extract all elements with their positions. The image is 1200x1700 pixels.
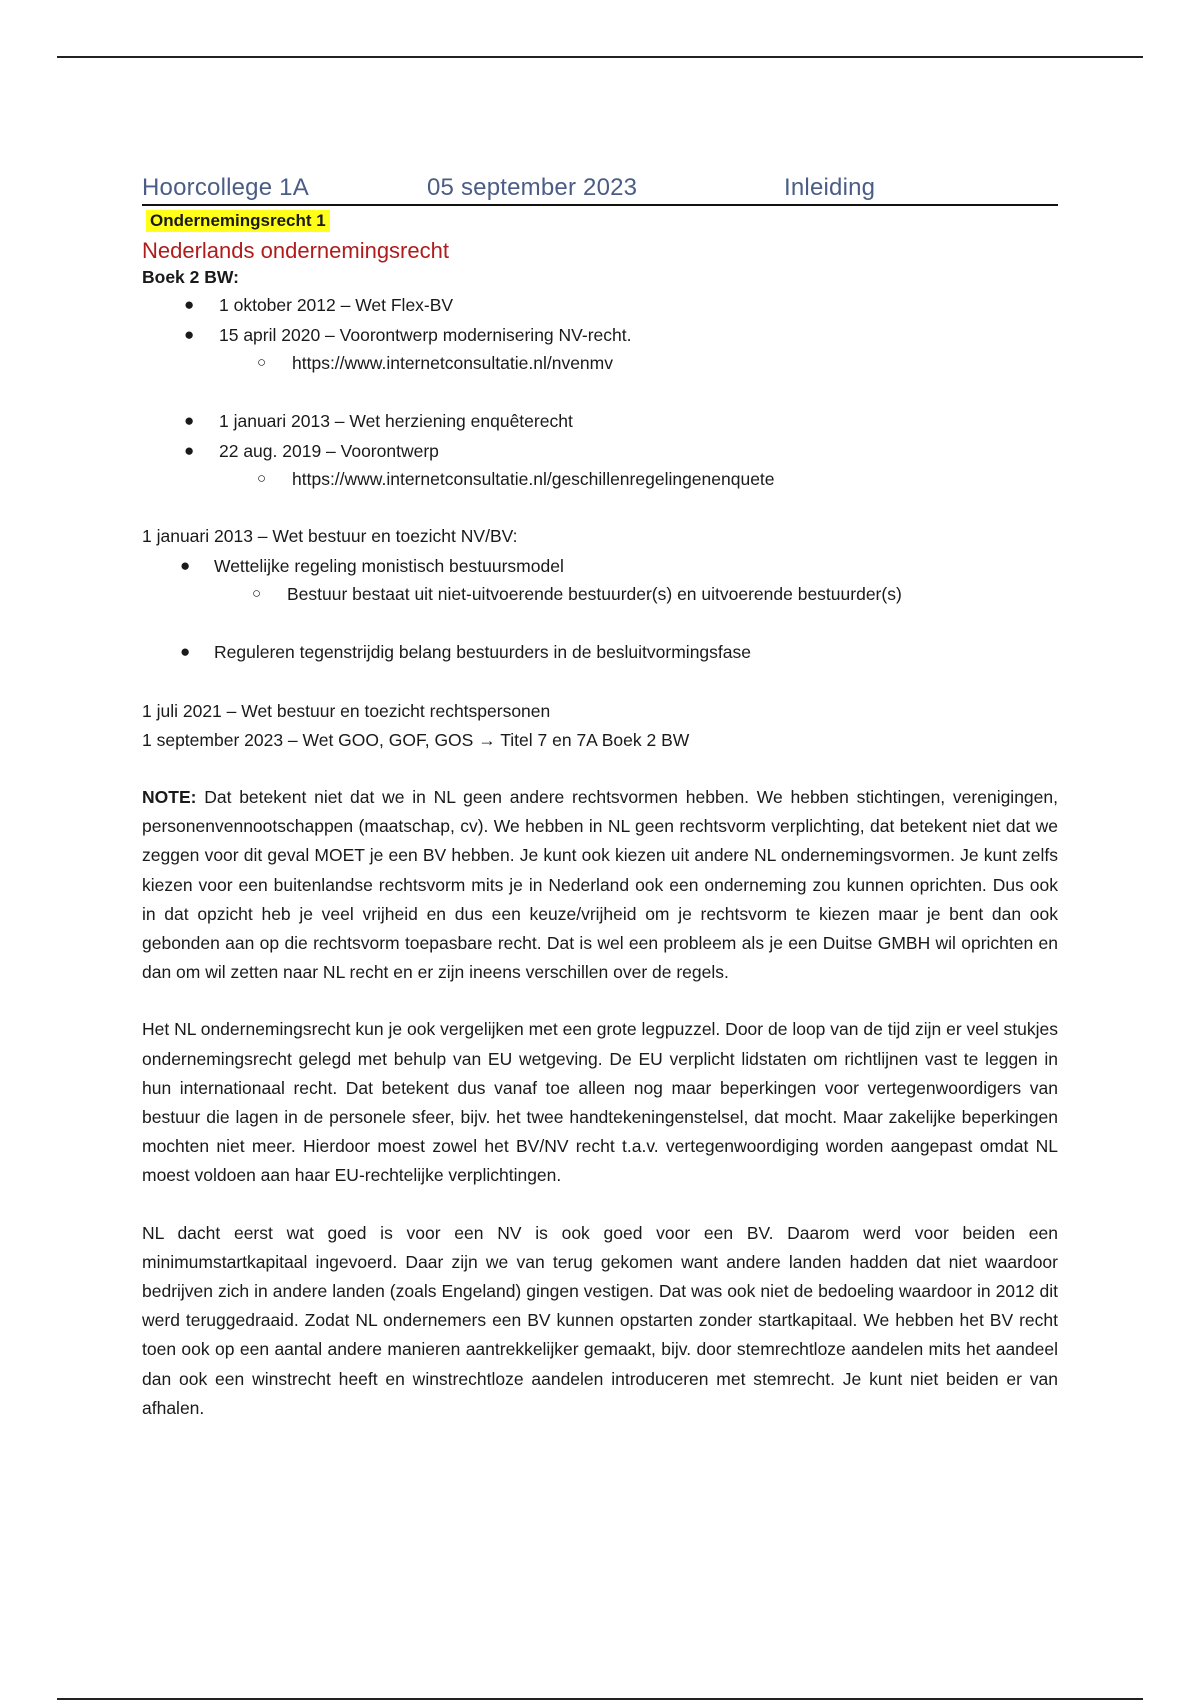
bullet-icon: ● bbox=[184, 441, 195, 460]
bullet-icon: ● bbox=[180, 556, 191, 575]
document-page bbox=[142, 168, 1058, 1423]
list-item: ● 15 april 2020 – Voorontwerp modernisering NV-recht. bbox=[142, 320, 1058, 350]
line-2021: 1 juli 2021 – Wet bestuur en toezicht rechtspersonen bbox=[142, 701, 551, 721]
list-monistisch bbox=[142, 551, 1058, 581]
list-tegenstrijdig bbox=[142, 637, 1058, 667]
header-date: 05 september 2023 bbox=[427, 174, 638, 201]
note-text: Dat betekent niet dat we in NL geen andere rechtsvormen hebben. We hebben stichtingen, verenigingen, personenvennootschappen (maatschap, cv). We hebben in NL geen rechtsvorm verplichting, dat betekent niet dat we zeggen voor dit geval MOET je een BV hebben. Je kunt ook kiezen uit andere NL ondernemingsvormen. Je kunt zelfs kiezen voor een buitenlandse rechtsvorm mits je in Nederland ook een onderneming zou kunnen oprichten. Dus ook in dat opzicht heb je veel vrijheid en dus een keuze/vrijheid om je rechtsvorm te kiezen maar je bent dan ook gebonden aan op die rechtsvorm toepasbare recht. Dat is wel een probleem als je een Duitse GMBH wil oprichten en dan om wil zetten naar NL recht en er zijn ineens verschillen over de regels. bbox=[142, 787, 1058, 983]
section-title: Nederlands ondernemingsrecht bbox=[142, 238, 449, 263]
circle-bullet-icon: ○ bbox=[257, 354, 267, 371]
note-label: NOTE: bbox=[142, 787, 197, 807]
bullet-icon: ● bbox=[184, 295, 195, 314]
course-tag-highlight: Ondernemingsrecht 1 bbox=[146, 210, 330, 232]
top-rule bbox=[57, 56, 1143, 58]
sub-list-item: ○ Bestuur bestaat uit niet-uitvoerende bestuurder(s) en uitvoerende bestuurder(s) bbox=[142, 581, 1058, 607]
bullet-icon: ● bbox=[184, 411, 195, 430]
sub-list-item bbox=[142, 466, 1058, 492]
bullet-icon: ● bbox=[180, 642, 191, 661]
list-item: ● 1 oktober 2012 – Wet Flex-BV bbox=[142, 290, 1058, 320]
list-item: ● 22 aug. 2019 – Voorontwerp bbox=[142, 436, 1058, 466]
circle-bullet-icon: ○ bbox=[252, 585, 262, 602]
line-2023: 1 september 2023 – Wet GOO, GOF, GOS → Titel 7 en 7A Boek 2 BW bbox=[142, 730, 690, 750]
header-topic: Inleiding bbox=[784, 174, 876, 201]
paragraph-legpuzzel: Het NL ondernemingsrecht kun je ook vergelijken met een grote legpuzzel. Door de loop van de tijd zijn er veel stukjes ondernemingsrecht gelegd met behulp van EU wetgeving. De EU verplicht lidstaten om richtlijnen vast te leggen in hun internationaal recht. Dat betekent dus vanaf toe alleen nog maar beperkingen voor vertegenwoordigers van bestuur die lagen in de personele sfeer, bijv. het twee handtekeningenstelsel, dat mocht. Maar zakelijke beperkingen mochten niet meer. Hierdoor moest zowel het BV/NV recht t.a.v. vertegenwoordiging worden aangepast omdat NL moest voldoen aan haar EU-rechtelijke verplichtingen. bbox=[142, 1019, 1058, 1186]
list-item: ● 1 januari 2013 – Wet herziening enquêterecht bbox=[142, 406, 1058, 436]
list-item: ● Wettelijke regeling monistisch bestuursmodel bbox=[142, 551, 1058, 581]
link-geschillenregeling[interactable]: https://www.internetconsultatie.nl/geschillenregelingenenquete bbox=[292, 469, 775, 489]
sub-list-item bbox=[142, 350, 1058, 376]
bullet-icon: ● bbox=[184, 325, 195, 344]
note-paragraph bbox=[142, 783, 1058, 987]
link-nvenmv[interactable]: https://www.internetconsultatie.nl/nvenmv bbox=[292, 353, 613, 373]
list-item: ● Reguleren tegenstrijdig belang bestuurders in de besluitvormingsfase bbox=[142, 637, 1058, 667]
circle-bullet-icon: ○ bbox=[257, 470, 267, 487]
list-enquete bbox=[142, 406, 1058, 466]
bestuur-line: 1 januari 2013 – Wet bestuur en toezicht NV/BV: bbox=[142, 526, 518, 546]
paragraph-startkapitaal: NL dacht eerst wat goed is voor een NV is ook goed voor een BV. Daarom werd voor beiden een minimumstartkapitaal ingevoerd. Daar zijn we van terug gekomen want andere landen hadden dat niet waardoor bedrijven zich in andere landen (zoals Engeland) gingen vestigen. Dat was ook niet de bedoeling waardoor in 2012 dit werd teruggedraaid. Zodat NL ondernemers een BV kunnen opstarten zonder startkapitaal. We hebben het BV recht toen ook op een aantal andere manieren aantrekkelijker gemaakt, bijv. door stemrechtloze aandelen mits het aandeel dan ook een winstrecht heeft en winstrechtloze aandelen introduceren met stemrecht. Je kunt niet beiden er van afhalen. bbox=[142, 1222, 1058, 1418]
list-boek2 bbox=[142, 290, 1058, 350]
book-label: Boek 2 BW: bbox=[142, 267, 239, 287]
header-course: Hoorcollege 1A bbox=[142, 174, 309, 201]
page-header bbox=[142, 168, 1058, 206]
